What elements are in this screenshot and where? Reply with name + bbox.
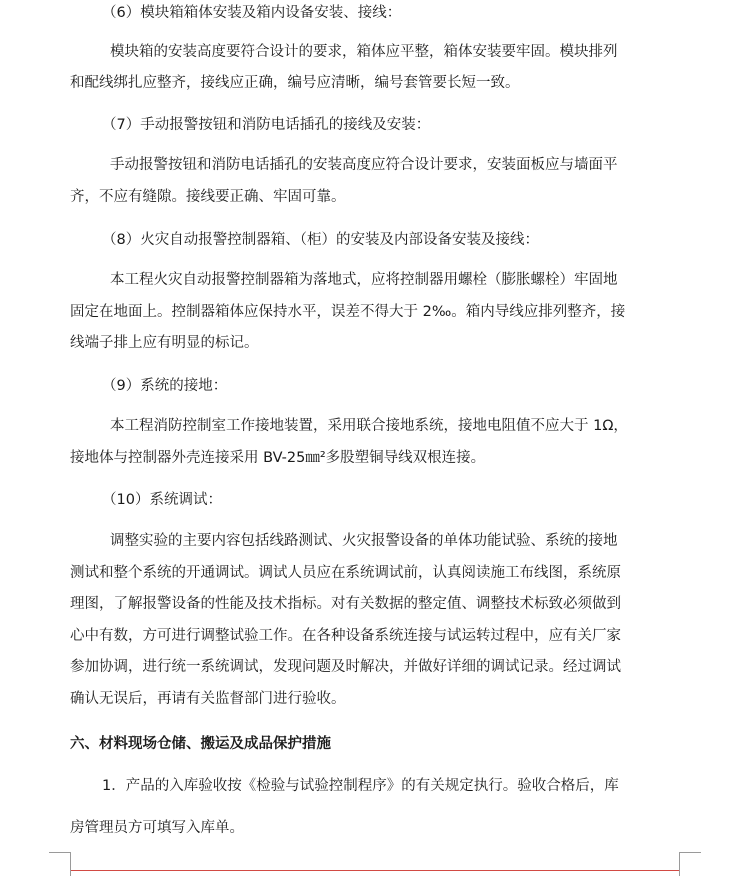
- paragraph-line: 接地体与控制器外壳连接采用 BV-25㎜²多股塑铜导线双根连接。: [70, 450, 486, 466]
- paragraph-line: 调整实验的主要内容包括线路测试、火灾报警设备的单体功能试验、系统的接地: [110, 533, 618, 549]
- subheading-8: （8）火灾自动报警控制器箱、（柜）的安装及内部设备安装及接线：: [102, 232, 539, 248]
- paragraph-line: 测试和整个系统的开通调试。调试人员应在系统调试前，认真阅读施工布线图，系统原: [70, 565, 621, 581]
- paragraph-line: 和配线绑扎应整齐，接线应正确，编号应清晰，编号套管要长短一致。: [70, 75, 520, 91]
- paragraph-line: 手动报警按钮和消防电话插孔的安装高度应符合设计要求，安装面板应与墙面平: [110, 157, 618, 173]
- paragraph-line: 确认无误后，再请有关监督部门进行验收。: [70, 691, 346, 707]
- subheading-6: （6）模块箱箱体安装及箱内设备安装、接线：: [102, 5, 402, 21]
- crop-mark-right: [679, 852, 701, 876]
- paragraph-line: 房管理员方可填写入库单。: [70, 820, 244, 836]
- subheading-7: （7）手动报警按钮和消防电话插孔的接线及安装：: [102, 117, 431, 133]
- paragraph-line: 本工程消防控制室工作接地装置，采用联合接地系统，接地电阻值不应大于 1Ω，: [110, 418, 628, 434]
- subheading-9: （9）系统的接地：: [102, 378, 228, 394]
- paragraph-line: 本工程火灾自动报警控制器箱为落地式，应将控制器用螺栓（膨胀螺栓）牢固地: [110, 272, 618, 288]
- page-boundary-line: [71, 870, 679, 871]
- crop-mark-left: [49, 852, 71, 876]
- paragraph-line: 线端子排上应有明显的标记。: [70, 335, 259, 351]
- numbered-item: 1．产品的入库验收按《检验与试验控制程序》的有关规定执行。验收合格后，库: [102, 778, 619, 794]
- paragraph-line: 固定在地面上。控制器箱体应保持水平，误差不得大于 2‰。箱内导线应排列整齐，接: [70, 304, 626, 320]
- paragraph-line: 理图，了解报警设备的性能及技术指标。对有关数据的整定值、调整技术标致必须做到: [70, 596, 621, 612]
- paragraph-line: 参加协调，进行统一系统调试，发现问题及时解决，并做好详细的调试记录。经过调试: [70, 659, 621, 675]
- paragraph-line: 齐，不应有缝隙。接线要正确、牢固可靠。: [70, 189, 346, 205]
- paragraph-line: 心中有数，方可进行调整试验工作。在各种设备系统连接与试运转过程中，应有关厂家: [70, 628, 621, 644]
- paragraph-line: 模块箱的安装高度要符合设计的要求，箱体应平整，箱体安装要牢固。模块排列: [110, 44, 618, 60]
- subheading-10: （10）系统调试：: [102, 492, 222, 508]
- section-heading: 六、材料现场仓储、搬运及成品保护措施: [70, 736, 331, 752]
